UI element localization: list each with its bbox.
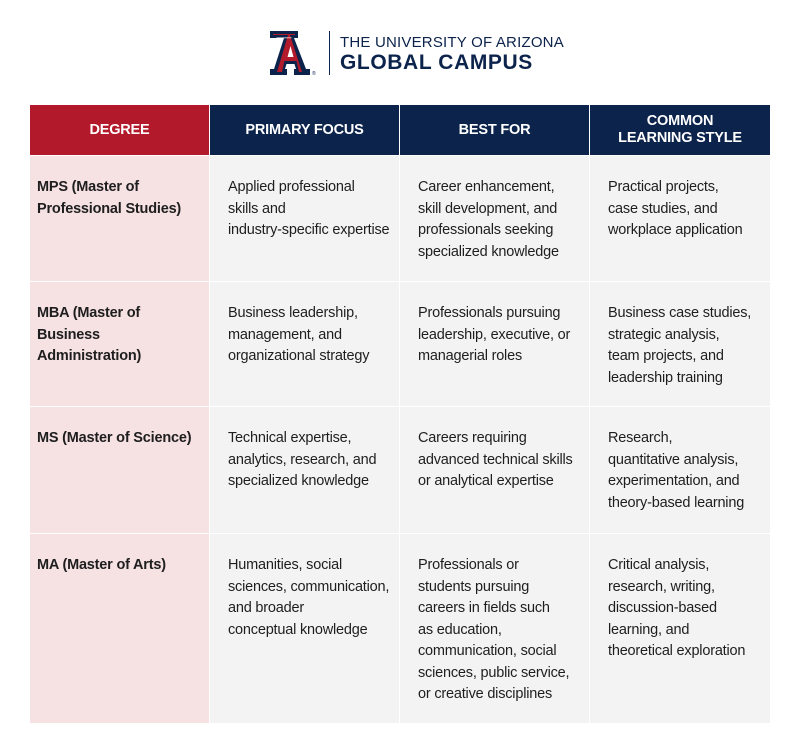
brand-header <box>0 0 800 105</box>
row-mps-style: Practical projects, case studies, and workplace application <box>589 155 770 281</box>
arizona-a-logo-icon <box>268 29 326 77</box>
degree-comparison-table <box>30 105 770 723</box>
row-mps-best-for: Career enhancement, skill development, and professionals seeking specialized knowledge <box>399 155 589 281</box>
row-mba-degree: MBA (Master of Business Administration) <box>30 281 209 406</box>
row-ms-focus: Technical expertise, analytics, research, and specialized knowledge <box>209 406 399 533</box>
header-degree: DEGREE <box>30 105 209 155</box>
row-mba-best-for: Professionals pursuing leadership, executive, or managerial roles <box>399 281 589 406</box>
brand-university-name: THE UNIVERSITY OF ARIZONA <box>340 34 564 51</box>
row-mps-focus: Applied professional skills and industry-specific expertise <box>209 155 399 281</box>
brand-campus-name: GLOBAL CAMPUS <box>340 51 533 74</box>
row-mba-focus: Business leadership, management, and organizational strategy <box>209 281 399 406</box>
row-mps-degree: MPS (Master of Professional Studies) <box>30 155 209 281</box>
svg-text:®: ® <box>312 71 316 77</box>
row-ma-degree: MA (Master of Arts) <box>30 533 209 723</box>
row-ms-degree: MS (Master of Science) <box>30 406 209 533</box>
row-ma-best-for: Professionals or students pursuing careers in fields such as education, communication, social sciences, public service, or creative disciplines <box>399 533 589 723</box>
header-best-for: BEST FOR <box>399 105 589 155</box>
row-ms-best-for: Careers requiring advanced technical skills or analytical expertise <box>399 406 589 533</box>
header-primary-focus: PRIMARY FOCUS <box>209 105 399 155</box>
row-ma-focus: Humanities, social sciences, communication, and broader conceptual knowledge <box>209 533 399 723</box>
header-learning-style: COMMON LEARNING STYLE <box>589 105 770 155</box>
row-mba-style: Business case studies, strategic analysis, team projects, and leadership training <box>589 281 770 406</box>
brand-divider <box>329 31 330 75</box>
row-ma-style: Critical analysis, research, writing, discussion-based learning, and theoretical exploration <box>589 533 770 723</box>
row-ms-style: Research, quantitative analysis, experimentation, and theory-based learning <box>589 406 770 533</box>
